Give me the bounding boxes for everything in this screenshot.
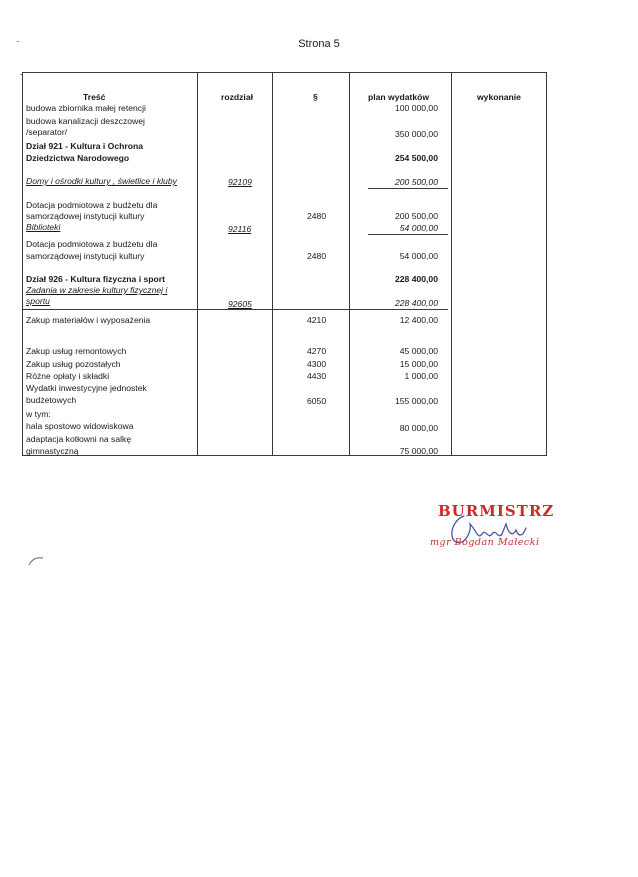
header-paragraf: § — [313, 92, 318, 102]
row-text: adaptacja kotłowni na salkę — [26, 434, 132, 444]
chapter-plan: 228 400,00 — [394, 298, 438, 308]
budget-table — [22, 72, 547, 456]
section-plan: 228 400,00 — [394, 274, 438, 284]
corner-mark — [28, 556, 44, 566]
chapter-title: Biblioteki — [26, 222, 61, 232]
row-plan: 45 000,00 — [399, 346, 438, 356]
row-text: budowa kanalizacji deszczowej — [26, 116, 145, 126]
row-text: samorządowej instytucji kultury — [26, 211, 145, 221]
row-paragraf: 4210 — [307, 315, 327, 325]
row-text: Dotacja podmiotowa z budżetu dla — [26, 239, 158, 249]
row-plan: 155 000,00 — [394, 396, 438, 406]
column-divider-1 — [197, 73, 198, 455]
chapter-plan: 54 000,00 — [399, 223, 438, 233]
chapter-title: Domy i ośrodki kultury , świetlice i kluby — [26, 176, 177, 186]
row-text: Różne opłaty i składki — [26, 371, 110, 381]
row-plan: 75 000,00 — [399, 446, 438, 456]
row-text: gimnastyczną — [26, 446, 79, 456]
row-text: Wydatki inwestycyjne jednostek — [26, 383, 147, 393]
row-text: w tym: — [26, 409, 51, 419]
chapter-rule — [23, 309, 448, 310]
row-plan: 100 000,00 — [394, 103, 438, 113]
row-plan: 15 000,00 — [399, 359, 438, 369]
row-paragraf: 6050 — [307, 396, 327, 406]
section-heading: Dział 926 - Kultura fizyczna i sport — [26, 274, 165, 284]
row-paragraf: 2480 — [307, 211, 327, 221]
chapter-number: 92116 — [228, 224, 252, 234]
row-plan: 80 000,00 — [399, 423, 438, 433]
row-text: hala spostowo widowiskowa — [26, 421, 134, 431]
row-text: budowa zbiornika małej retencji — [26, 103, 146, 113]
chapter-rule — [368, 234, 448, 235]
row-plan: 200 500,00 — [394, 211, 438, 221]
row-text: Zakup materiałów i wyposażenia — [26, 315, 151, 325]
row-paragraf: 4430 — [307, 371, 327, 381]
chapter-rule — [368, 188, 448, 189]
row-text: /separator/ — [26, 127, 68, 137]
header-tresc: Treść — [83, 92, 106, 102]
header-plan: plan wydatków — [368, 92, 430, 102]
row-plan: 54 000,00 — [399, 251, 438, 261]
chapter-plan: 200 500,00 — [394, 177, 438, 187]
section-heading: Dział 921 - Kultura i Ochrona — [26, 141, 143, 151]
row-paragraf: 4300 — [307, 359, 327, 369]
stamp-title: BURMISTRZ — [438, 502, 555, 520]
section-plan: 254 500,00 — [394, 153, 438, 163]
row-plan: 12 400,00 — [399, 315, 438, 325]
chapter-title: Zadania w zakresie kultury fizycznej i — [26, 285, 168, 295]
chapter-number: 92109 — [228, 177, 252, 187]
header-wykonanie: wykonanie — [477, 92, 521, 102]
row-text: Zakup usług pozostałych — [26, 359, 121, 369]
row-paragraf: 4270 — [307, 346, 327, 356]
mayor-stamp — [430, 502, 560, 572]
row-text: Dotacja podmiotowa z budżetu dla — [26, 200, 158, 210]
row-plan: 1 000,00 — [404, 371, 438, 381]
chapter-title: sportu — [26, 296, 50, 306]
column-divider-2 — [272, 73, 273, 455]
row-paragraf: 2480 — [307, 251, 327, 261]
row-plan: 350 000,00 — [394, 129, 438, 139]
column-divider-4 — [451, 73, 452, 455]
scan-speck — [17, 41, 19, 42]
section-heading: Dziedzictwa Narodowego — [26, 153, 130, 163]
chapter-number: 92605 — [228, 299, 252, 309]
header-rozdzial: rozdział — [221, 92, 253, 102]
scan-speck — [20, 74, 22, 75]
row-text: Zakup usług remontowych — [26, 346, 127, 356]
row-text: budżetowych — [26, 395, 77, 405]
page-header: Strona 5 — [298, 38, 340, 50]
row-text: samorządowej instytucji kultury — [26, 251, 145, 261]
stamp-name: mgr Bogdan Małecki — [430, 537, 540, 548]
